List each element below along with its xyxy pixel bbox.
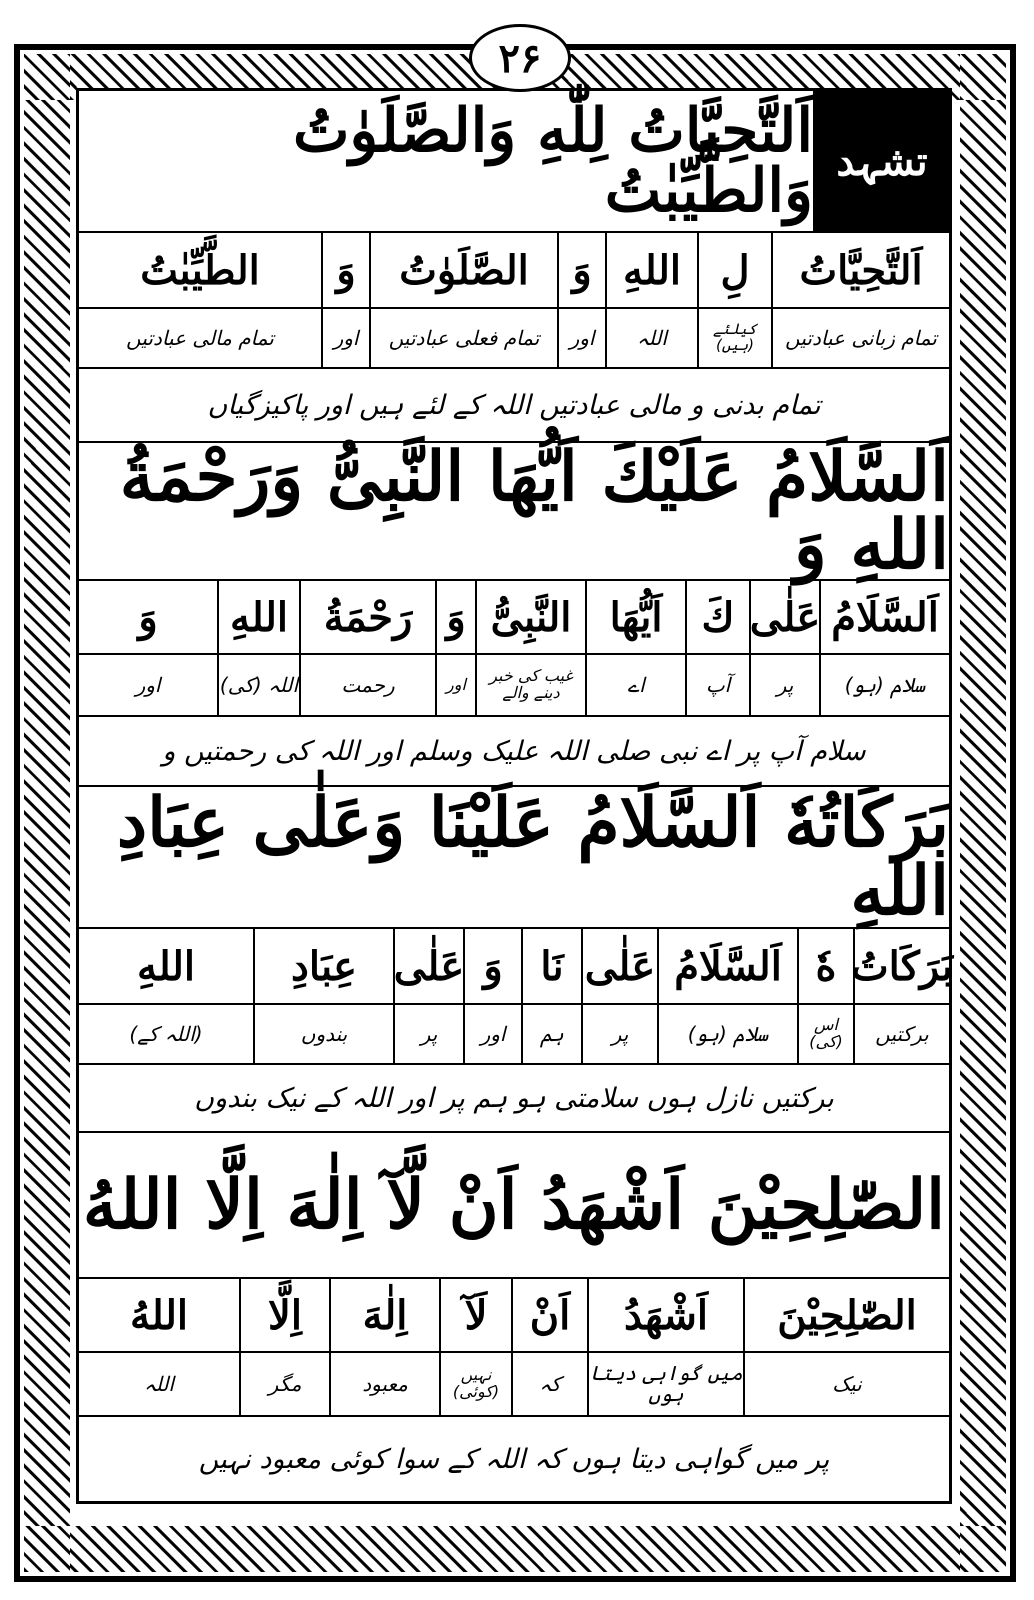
word-cell: نَا: [521, 929, 581, 1003]
word-row-2: [79, 581, 949, 655]
word-cell: اَنْ: [511, 1279, 587, 1351]
word-cell: اَلسَّلَامُ: [657, 929, 797, 1003]
meaning-cell: تمام زبانی عبادتیں: [771, 309, 949, 367]
word-cell: اَلتَّحِیَّاتُ: [771, 233, 949, 307]
meaning-cell: اللہ: [144, 1371, 174, 1396]
word-cell: وَ: [321, 233, 369, 307]
meaning-cell: بندوں: [253, 1005, 393, 1063]
meaning-cell: اور: [135, 672, 161, 697]
word-cell: الصّٰلِحِیْنَ: [743, 1279, 949, 1351]
word-cell: الصَّلَوٰتُ: [369, 233, 557, 307]
meaning-cell: پر: [581, 1005, 657, 1063]
meaning-cell: ہم: [521, 1005, 581, 1063]
meaning-cell: آپ: [685, 655, 749, 715]
word-row-4: [79, 1279, 949, 1353]
word-cell: عَلٰی: [581, 929, 657, 1003]
meaning-cell: کہ: [511, 1353, 587, 1415]
arabic-line-2: اَلسَّلَامُ عَلَیْكَ اَیُّهَا النَّبِیُّ وَرَحْمَةُ اللهِ وَ: [79, 443, 949, 581]
meaning-cell: کیلئے (ہیں): [697, 309, 771, 367]
word-cell: كَ: [685, 581, 749, 653]
meaning-cell: پر: [749, 655, 819, 715]
meaning-cell: اور: [321, 309, 369, 367]
meaning-row-4: [79, 1353, 949, 1417]
arabic-line-3: بَرَكَاتُهٗ اَلسَّلَامُ عَلَیْنَا وَعَلٰی عِبَادِ اللهِ: [79, 787, 949, 929]
word-cell: اِلٰهَ: [329, 1279, 439, 1351]
word-cell: عِبَادِ: [253, 929, 393, 1003]
word-cell: اللهِ: [137, 942, 195, 990]
meaning-cell: (اللہ کے): [129, 1021, 203, 1046]
word-cell: وَ: [463, 929, 521, 1003]
page-number: ۲۶: [469, 24, 571, 92]
meaning-cell: غیب کی خبر دینے والے: [475, 655, 585, 715]
word-cell: بَرَكَاتُ: [853, 929, 949, 1003]
word-cell: عَلٰی: [393, 929, 463, 1003]
word-cell: اللهُ: [130, 1291, 188, 1339]
translation-4: پر میں گواہی دیتا ہوں کہ اللہ کے سوا کوئی معبود نہیں: [198, 1443, 830, 1475]
meaning-cell: اور: [463, 1005, 521, 1063]
meaning-cell: اس (کی): [797, 1005, 853, 1063]
word-cell: اَشْهَدُ: [587, 1279, 743, 1351]
word-cell: لَآ: [439, 1279, 511, 1351]
word-cell: اِلَّا: [239, 1279, 329, 1351]
section-title: تشہد: [815, 91, 949, 231]
meaning-cell: تمام فعلی عبادتیں: [369, 309, 557, 367]
meaning-cell: برکتیں: [853, 1005, 949, 1063]
arabic-line-4: الصّٰلِحِیْنَ اَشْهَدُ اَنْ لَّآ اِلٰهَ اِلَّا اللهُ: [79, 1133, 949, 1279]
meaning-cell: میں گواہی دیتا ہوں: [587, 1353, 743, 1415]
word-cell: وَ: [138, 593, 158, 641]
word-cell: عَلٰی: [749, 581, 819, 653]
word-cell: رَحْمَةُ: [299, 581, 435, 653]
word-cell: النَّبِیُّ: [475, 581, 585, 653]
meaning-row-1: [79, 309, 949, 369]
meaning-cell: معبود: [329, 1353, 439, 1415]
heading-arabic: اَلتَّحِیَّاتُ لِلّٰهِ وَالصَّلَوٰتُ وَالطَّیِّبٰتُ: [79, 91, 815, 231]
word-cell: اَلسَّلَامُ: [819, 581, 949, 653]
meaning-cell: اور: [435, 655, 475, 715]
word-row-1: [79, 233, 949, 309]
meaning-cell: اللہ (کی): [217, 655, 299, 715]
word-cell: الطَّیِّبٰتُ: [140, 246, 260, 294]
meaning-row-3: [79, 1005, 949, 1065]
translation-2: سلام آپ پر اے نبی صلی اللہ علیک وسلم اور اللہ کی رحمتیں و: [79, 717, 949, 787]
word-cell: هٗ: [797, 929, 853, 1003]
word-cell: وَ: [557, 233, 605, 307]
word-cell: لِ: [697, 233, 771, 307]
translation-3: برکتیں نازل ہوں سلامتی ہو ہم پر اور اللہ کے نیک بندوں: [79, 1065, 949, 1133]
meaning-row-2: [79, 655, 949, 717]
meaning-cell: پر: [393, 1005, 463, 1063]
meaning-cell: مگر: [239, 1353, 329, 1415]
word-cell: وَ: [435, 581, 475, 653]
meaning-cell: نیک: [743, 1353, 949, 1415]
word-row-3: [79, 929, 954, 1005]
word-cell: اَیُّهَا: [585, 581, 685, 653]
meaning-cell: اللہ: [605, 309, 697, 367]
meaning-cell: تمام مالی عبادتیں: [126, 325, 274, 350]
content-panel: [76, 88, 952, 1504]
meaning-cell: سلام (ہو): [819, 655, 949, 715]
meaning-cell: اے: [585, 655, 685, 715]
word-cell: اللهِ: [605, 233, 697, 307]
word-cell: اللهِ: [217, 581, 299, 653]
translation-1: تمام بدنی و مالی عبادتیں اللہ کے لئے ہیں اور پاکیزگیاں: [79, 369, 949, 443]
heading-band: [79, 91, 949, 233]
meaning-cell: سلام (ہو): [657, 1005, 797, 1063]
meaning-cell: رحمت: [299, 655, 435, 715]
meaning-cell: نہیں (کوئی): [439, 1353, 511, 1415]
meaning-cell: اور: [557, 309, 605, 367]
